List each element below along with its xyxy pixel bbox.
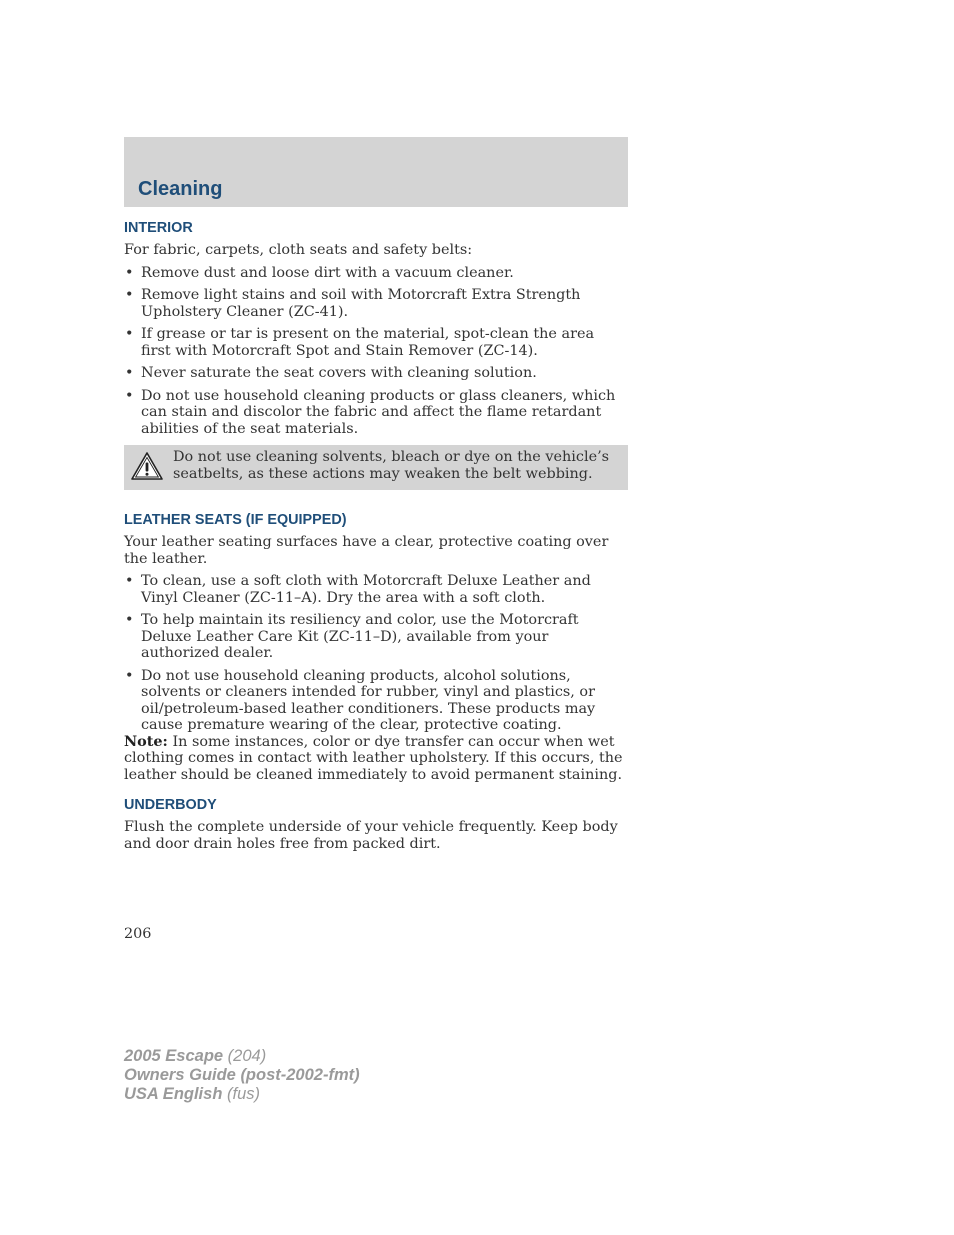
page-content — [124, 220, 628, 858]
leather-heading: LEATHER SEATS (IF EQUIPPED) — [124, 512, 347, 528]
leather-bullet-list — [124, 573, 628, 734]
list-item: • To clean, use a soft cloth with Motorcraft Deluxe Leather and Vinyl Cleaner (ZC-11–A). Dry the area with a soft cloth. — [124, 573, 628, 606]
leather-intro: Your leather seating surfaces have a clear, protective coating over the leather. — [124, 534, 609, 567]
warning-box — [124, 445, 628, 490]
list-item: • If grease or tar is present on the material, spot-clean the area first with Motorcraft Spot and Stain Remover (ZC-14). — [124, 326, 628, 359]
interior-intro: For fabric, carpets, cloth seats and safety belts: — [124, 242, 473, 258]
footer-model-code: (204) — [223, 1047, 267, 1065]
footer-line-3 — [124, 1085, 360, 1104]
interior-bullet-list — [124, 265, 628, 438]
list-item: • Remove light stains and soil with Motorcraft Extra Strength Upholstery Cleaner (ZC-41). — [124, 287, 628, 320]
note-label: Note: — [124, 732, 168, 750]
footer-language: USA English — [124, 1085, 223, 1103]
page-number: 206 — [124, 926, 152, 942]
warning-text: Do not use cleaning solvents, bleach or dye on the vehicle’s seatbelts, as these actions may weaken the belt webbing. — [173, 449, 610, 482]
note-text: In some instances, color or dye transfer can occur when wet clothing comes in contact with leather upholstery. If this occurs, the leather should be cleaned immediately to avoid permanent staining. — [124, 733, 623, 783]
list-item: • Remove dust and loose dirt with a vacuum cleaner. — [124, 265, 628, 282]
underbody-text: Flush the complete underside of your vehicle frequently. Keep body and door drain holes free from packed dirt. — [124, 819, 618, 852]
leather-note — [124, 734, 628, 784]
section-title: Cleaning — [138, 178, 223, 200]
footer-line-2 — [124, 1066, 360, 1085]
interior-heading: INTERIOR — [124, 220, 193, 236]
footer-model: 2005 Escape — [124, 1047, 224, 1065]
footer-language-code: (fus) — [222, 1085, 260, 1103]
document-footer — [124, 1047, 360, 1104]
underbody-heading: UNDERBODY — [124, 797, 217, 813]
footer-guide: Owners Guide (post-2002-fmt) — [124, 1066, 360, 1084]
list-item: • Never saturate the seat covers with cleaning solution. — [124, 365, 628, 382]
footer-line-1 — [124, 1047, 360, 1066]
list-item: • Do not use household cleaning products, alcohol solutions, solvents or cleaners intended for rubber, vinyl and plastics, or oil/petroleum-based leather conditioners. These products may cause premature wearing of the clear, protective coating. — [124, 668, 628, 734]
warning-triangle-icon — [130, 451, 164, 481]
list-item: • Do not use household cleaning products or glass cleaners, which can stain and discolor the fabric and affect the flame retardant abilities of the seat materials. — [124, 388, 628, 438]
list-item: • To help maintain its resiliency and color, use the Motorcraft Deluxe Leather Care Kit (ZC-11–D), available from your authorized dealer. — [124, 612, 628, 662]
section-header-band — [124, 137, 628, 207]
